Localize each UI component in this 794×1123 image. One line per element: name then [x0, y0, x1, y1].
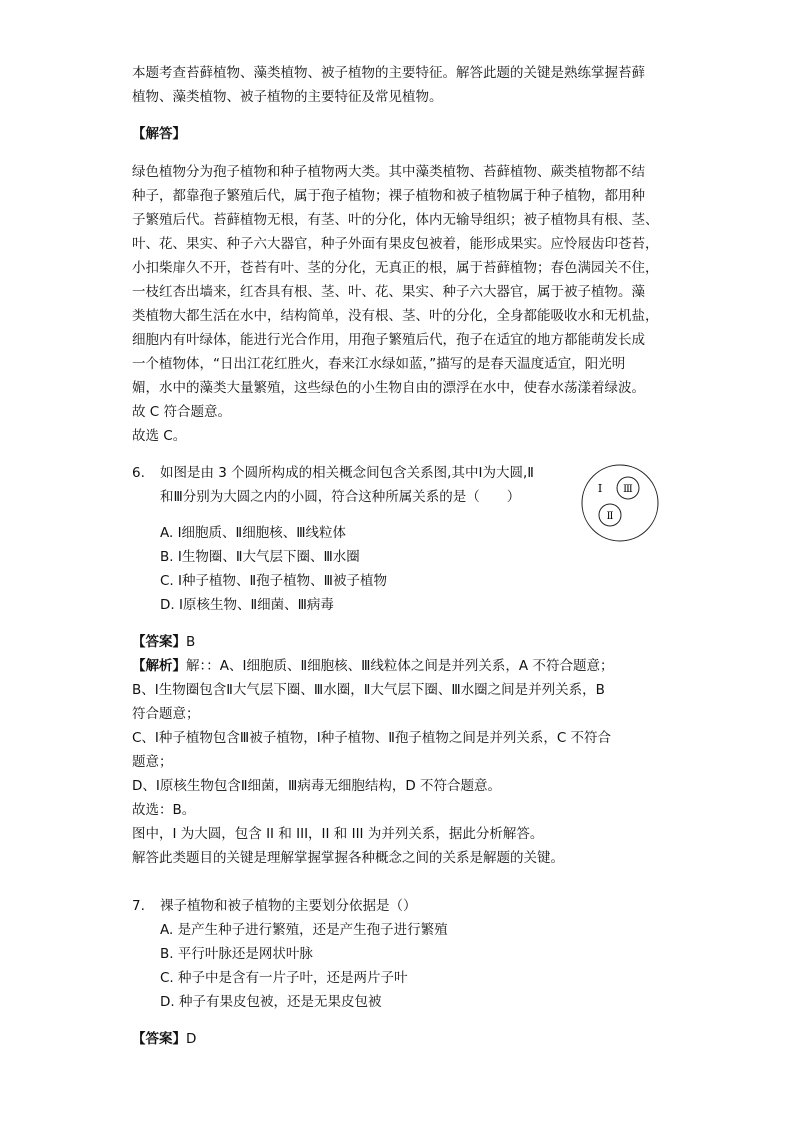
question-6-analysis-line [132, 657, 613, 675]
answer-tag: 【答案】 [132, 634, 186, 650]
answer-body-line: 类植物大都生活在水中，结构简单，没有根、茎、叶的分化，全身都能吸收水和无机盐， [132, 308, 659, 324]
question-6-option-c: C. Ⅰ种子植物、Ⅱ孢子植物、Ⅲ被子植物 [160, 573, 387, 589]
answer-body-line: 故选 C。 [132, 428, 187, 444]
analysis-text: 解：：A、Ⅰ细胞质、Ⅱ细胞核、Ⅲ线粒体之间是并列关系，A 不符合题意； [186, 658, 614, 674]
question-7-number: 7. [132, 898, 145, 914]
question-6-option-d: D. Ⅰ原核生物、Ⅱ细菌、Ⅲ病毒 [160, 597, 334, 613]
question-6-option-a: A. Ⅰ细胞质、Ⅱ细胞核、Ⅲ线粒体 [160, 525, 347, 541]
analysis-intro-line-1: 本题考查苔藓植物、藻类植物、被子植物的主要特征。解答此题的关键是熟练掌握苔藓 [132, 65, 645, 81]
answer-value: B [186, 634, 196, 650]
answer-body-line: 一个植物体，“日出江花红胜火，春来江水绿如蓝，”描写的是春天温度适宜，阳光明 [132, 356, 626, 372]
answer-tag: 【答案】 [132, 1031, 186, 1047]
answer-body-line: 一枝红杏出墙来，红杏具有根、茎、叶、花、果实、种子六大器官，属于被子植物。藻 [132, 284, 645, 300]
analysis-tag: 【解析】 [132, 658, 186, 674]
answer-body-line: 子繁殖后代。苔藓植物无根，有茎、叶的分化，体内无输导组织；被子植物具有根、茎、 [132, 212, 659, 228]
question-7-answer-line [132, 1030, 196, 1048]
question-6-analysis-line: B、Ⅰ生物圈包含Ⅱ大气层下圈、Ⅲ水圈，Ⅱ大气层下圈、Ⅲ水圈之间是并列关系，B [132, 682, 605, 698]
question-7-stem: 裸子植物和被子植物的主要划分依据是（） [160, 898, 417, 914]
question-6-option-b: B. Ⅰ生物圈、Ⅱ大气层下圈、Ⅲ水圈 [160, 549, 360, 565]
analysis-intro-line-2: 植物、藻类植物、被子植物的主要特征及常见植物。 [132, 89, 443, 105]
answer-body-line: 叶、花、果实、种子六大器官，种子外面有果皮包被着，能形成果实。应怜屐齿印苍苔， [132, 236, 659, 252]
concept-venn-diagram [580, 463, 660, 543]
question-6-stem-line-1: 如图是由 3 个圆所构成的相关概念间包含关系图,其中Ⅰ为大圆,Ⅱ [160, 465, 534, 481]
question-6-analysis-line: 题意； [132, 754, 173, 770]
answer-body-line: 细胞内有叶绿体，能进行光合作用，用孢子繁殖后代，孢子在适宜的地方都能萌发长成 [132, 332, 645, 348]
label-big: Ⅰ [597, 482, 603, 495]
question-7-option-c: C. 种子中是含有一片子叶，还是两片子叶 [160, 970, 408, 986]
question-6-answer-line [132, 633, 195, 651]
question-7-option-b: B. 平行叶脉还是网状叶脉 [160, 946, 313, 962]
question-6-analysis-line: C、Ⅰ种子植物包含Ⅲ被子植物，Ⅰ种子植物、Ⅱ孢子植物之间是并列关系，C 不符合 [132, 730, 612, 746]
question-7-option-d: D. 种子有果皮包被，还是无果皮包被 [160, 994, 382, 1010]
question-6-analysis-line: 图中，I 为大圆，包含 II 和 III，II 和 III 为并列关系，据此分析解答。 [132, 826, 544, 842]
answer-body-line: 媚，水中的藻类大量繁殖，这些绿色的小生物自由的漂浮在水中，使春水荡漾着绿波。 [132, 380, 645, 396]
question-6-number: 6. [132, 465, 145, 481]
question-6-analysis-line: 故选：B。 [132, 802, 196, 818]
label-small-top: Ⅲ [623, 484, 633, 495]
question-6-analysis-line: 解答此类题目的关键是理解掌握掌握各种概念之间的关系是解题的关键。 [132, 850, 564, 866]
question-7-option-a: A. 是产生种子进行繁殖，还是产生孢子进行繁殖 [160, 922, 448, 938]
question-6-analysis-line: D、Ⅰ原核生物包含Ⅱ细菌，Ⅲ病毒无细胞结构，D 不符合题意。 [132, 778, 502, 794]
answer-value: D [186, 1031, 197, 1047]
answer-body-line: 故 C 符合题意。 [132, 404, 232, 420]
answer-body-line: 种子，都靠孢子繁殖后代，属于孢子植物；裸子植物和被子植物属于种子植物，都用种 [132, 188, 645, 204]
question-6-analysis-line: 符合题意； [132, 706, 200, 722]
circle-big [582, 465, 658, 541]
answer-body-line: 小扣柴扉久不开，苍苔有叶、茎的分化，无真正的根，属于苔藓植物；春色满园关不住， [132, 260, 659, 276]
label-small-bottom: Ⅱ [606, 511, 614, 522]
answer-heading: 【解答】 [132, 126, 186, 142]
answer-body-line: 绿色植物分为孢子植物和种子植物两大类。其中藻类植物、苔藓植物、蕨类植物都不结 [132, 164, 645, 180]
question-6-stem-line-2: 和Ⅲ分别为大圆之内的小圆，符合这种所属关系的是（ ） [160, 489, 521, 505]
